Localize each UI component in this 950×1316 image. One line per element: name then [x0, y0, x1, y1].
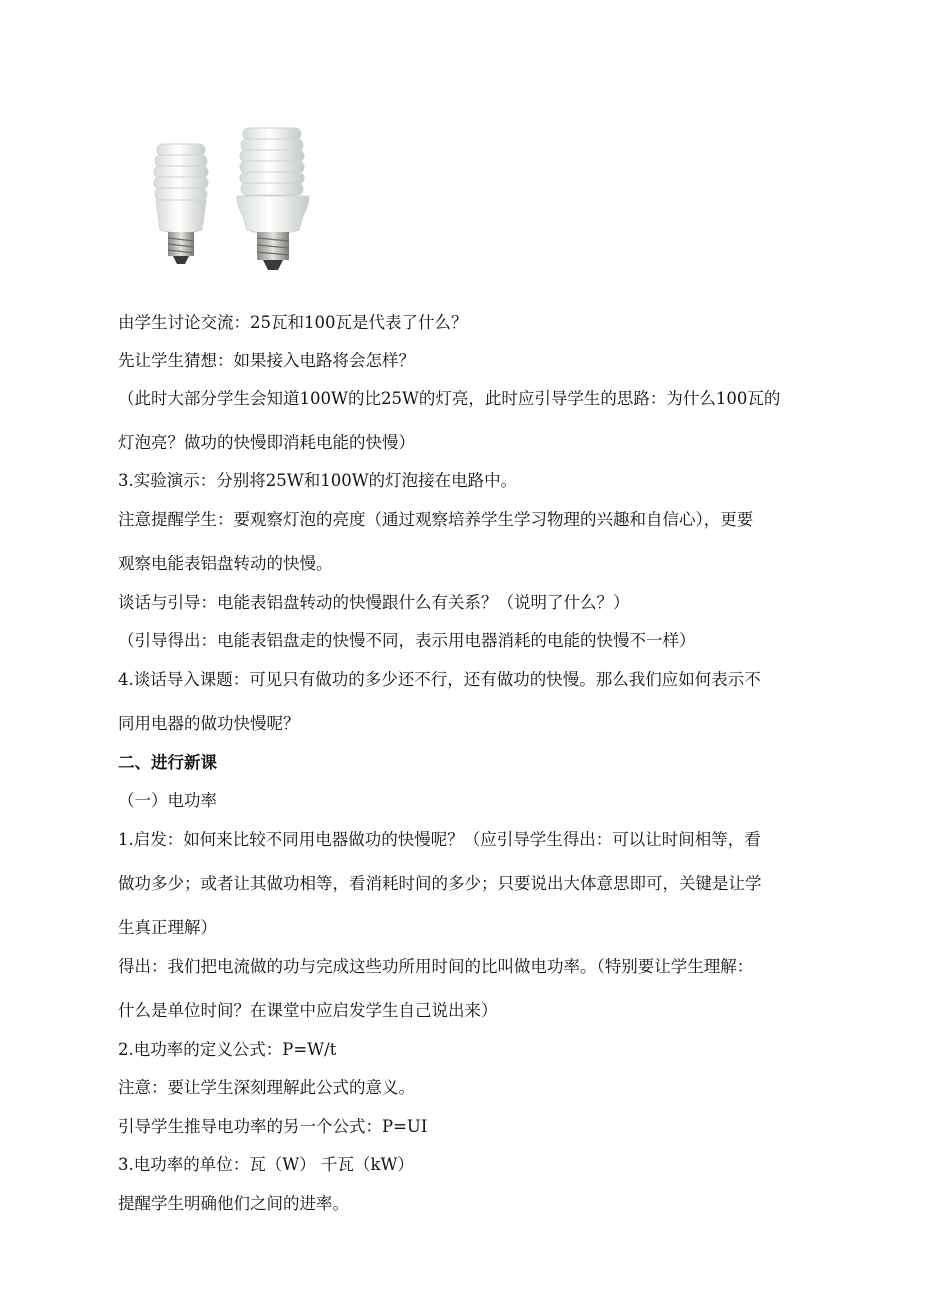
paragraph-line: 做功多少；或者让其做功相等，看消耗时间的多少；只要说出大体意思即可，关键是让学: [118, 874, 762, 893]
paragraph-line: 3.实验演示：分别将25W和100W的灯泡接在电路中。: [118, 471, 518, 490]
paragraph-line: 什么是单位时间？在课堂中应启发学生自己说出来）: [118, 1001, 498, 1020]
paragraph-line: 灯泡亮？做功的快慢即消耗电能的快慢）: [118, 433, 415, 452]
paragraph-line: 1.启发：如何来比较不同用电器做功的快慢呢？（应引导学生得出：可以让时间相等，看: [118, 830, 761, 849]
paragraph-line: 提醒学生明确他们之间的进率。: [118, 1194, 349, 1213]
paragraph-line: 谈话与引导：电能表铝盘转动的快慢跟什么有关系？（说明了什么？）: [118, 593, 630, 612]
formula-line: 2.电功率的定义公式：P=W/t: [118, 1040, 337, 1059]
paragraph-line: （引导得出：电能表铝盘走的快慢不同，表示用电器消耗的电能的快慢不一样）: [118, 631, 696, 650]
cfl-bulb-small-icon: [148, 140, 218, 268]
paragraph-line: 注意：要让学生深刻理解此公式的意义。: [118, 1078, 415, 1097]
cfl-bulb-large-icon: [233, 126, 313, 274]
paragraph-line: 4.谈话导入课题：可见只有做功的多少还不行，还有做功的快慢。那么我们应如何表示不: [118, 670, 761, 689]
paragraph-line: 先让学生猜想：如果接入电路将会怎样？: [118, 351, 415, 370]
paragraph-line: 3.电功率的单位：瓦（W） 千瓦（kW）: [118, 1155, 414, 1174]
paragraph-line: 注意提醒学生：要观察灯泡的亮度（通过观察培养学生学习物理的兴趣和自信心），更要: [118, 510, 754, 529]
paragraph-line: 生真正理解）: [118, 918, 217, 937]
section-heading: 二、进行新课: [118, 753, 217, 772]
paragraph-line: （此时大部分学生会知道100W的比25W的灯亮，此时应引导学生的思路：为什么100瓦的: [118, 389, 781, 408]
paragraph-line: 同用电器的做功快慢呢？: [118, 714, 300, 733]
paragraph-line: 得出：我们把电流做的功与完成这些功所用时间的比叫做电功率。（特别要让学生理解：: [118, 957, 754, 976]
light-bulbs-figure: [148, 118, 318, 278]
subsection-heading: （一）电功率: [118, 791, 217, 810]
paragraph-line: 观察电能表铝盘转动的快慢。: [118, 554, 333, 573]
formula-line: 引导学生推导电功率的另一个公式：P=UI: [118, 1117, 428, 1136]
paragraph-line: 由学生讨论交流：25瓦和100瓦是代表了什么？: [118, 313, 468, 332]
